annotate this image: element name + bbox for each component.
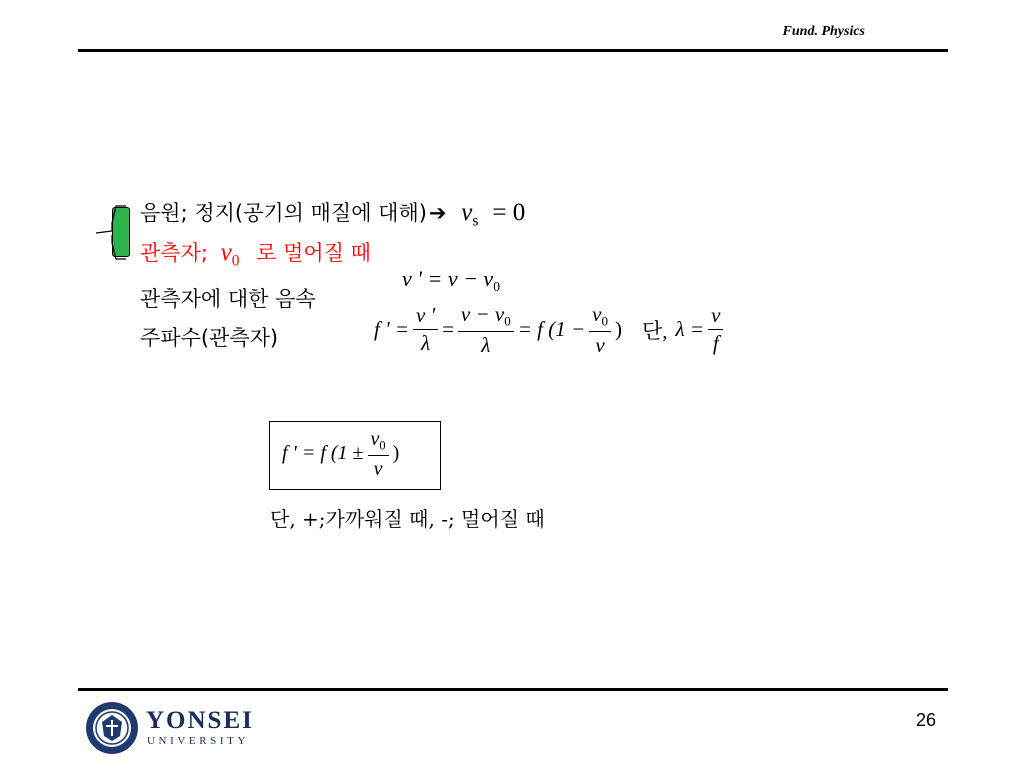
bracket-lines: [92, 203, 132, 261]
line2-var: $v_0$: [220, 239, 240, 270]
sign-note: 단, +;가까워질 때, -; 멀어질 때: [270, 507, 545, 531]
line2-text2: 로 멀어질 때: [256, 241, 371, 265]
logo-sub: UNIVERSITY: [147, 735, 249, 747]
boxed-equation: f ' = f (1 ± $\frac{v_0}{v}$ ): [282, 428, 400, 480]
line2-text: 관측자;: [140, 241, 208, 265]
header-rule: [78, 49, 948, 52]
line4-text: 주파수(관측자): [140, 326, 279, 350]
line1-eq: $v_s = 0$: [461, 199, 526, 230]
frequency-equation: f ' = $\frac{v '}{\lambda}$ = $\frac{v - v_0}{\lambda}$ = f (1 − $\frac{v_0}{v}$ ) 단, λ = $\frac{v}{f}$: [372, 303, 725, 357]
logo-name: YONSEI: [146, 707, 254, 734]
footer-rule: [78, 688, 948, 691]
line3-text: 관측자에 대한 음속: [140, 287, 316, 311]
header-title: Fund. Physics: [782, 24, 865, 39]
line-observer-moving: [140, 237, 371, 270]
line1-text: 음원; 정지(공기의 매질에 대해): [140, 201, 427, 225]
line-source-stationary: [140, 197, 525, 230]
relative-speed-equation: v ' = $v - v_0$: [402, 266, 501, 294]
yonsei-seal-icon: [84, 700, 140, 756]
page-number: 26: [915, 710, 936, 730]
arrow-icon: ➔: [428, 201, 447, 225]
